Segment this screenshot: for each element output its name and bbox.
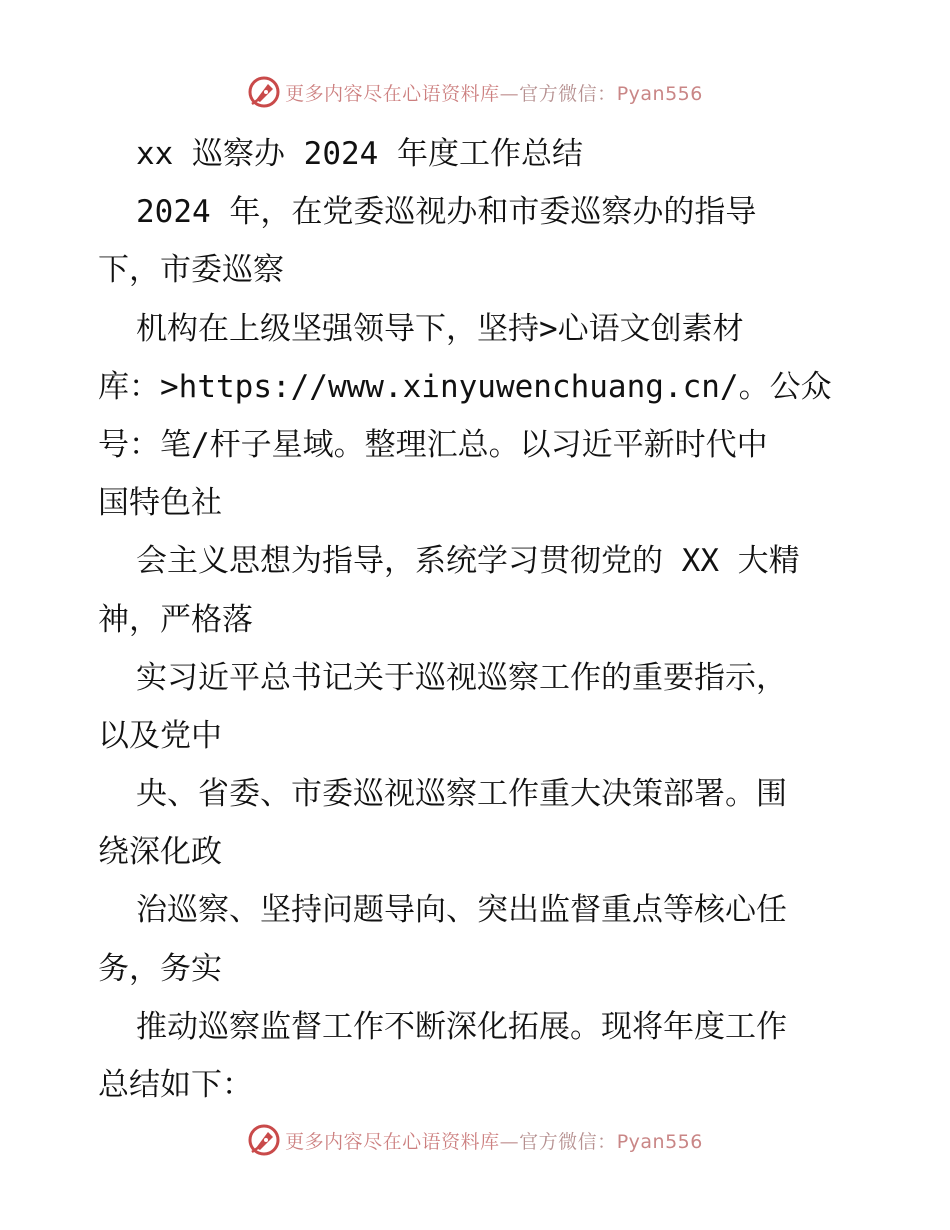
paragraph-line: 务，务实 (98, 950, 222, 987)
watermark-brand: 更多内容尽在心语资料库 (285, 1130, 500, 1153)
watermark-wechat-label: 官方微信： (519, 1130, 617, 1153)
paragraph-line: 总结如下： (98, 1067, 253, 1103)
watermark-wechat-id: Pyan556 (616, 1130, 703, 1153)
paragraph-line: 以及党中 (98, 717, 222, 754)
watermark-wechat-label: 官方微信： (519, 82, 617, 105)
paragraph-line: 治巡察、坚持问题导向、突出监督重点等核心任 (136, 892, 787, 929)
header-watermark-banner (0, 72, 950, 112)
footer-watermark-banner (0, 1120, 950, 1160)
paragraph-line: 绕深化政 (98, 834, 222, 871)
paragraph-line: 神，严格落 (98, 601, 253, 638)
paragraph-line: 会主义思想为指导，系统学习贯彻党的 XX 大精 (136, 543, 800, 580)
watermark-text (285, 1127, 703, 1154)
paragraph-line: 2024 年，在党委巡视办和市委巡察办的指导 (136, 194, 757, 231)
paragraph-line: 国特色社 (98, 485, 222, 522)
paragraph-line: 机构在上级坚强领导下，坚持>心语文创素材 (136, 310, 744, 347)
paragraph-line: 实习近平总书记关于巡视巡察工作的重要指示， (136, 659, 787, 696)
paragraph-line: 下，市委巡察 (98, 252, 284, 289)
document-title: xx 巡察办 2024 年度工作总结 (136, 136, 583, 172)
pen-nib-logo-icon (247, 1123, 281, 1157)
paragraph-line: 号：笔/杆子星域。整理汇总。以习近平新时代中 (98, 426, 768, 463)
watermark-separator: — (499, 1130, 520, 1153)
paragraph-line: 推动巡察监督工作不断深化拓展。现将年度工作 (136, 1008, 787, 1045)
document-body (98, 125, 878, 1114)
watermark-brand: 更多内容尽在心语资料库 (285, 82, 500, 105)
watermark-text (285, 79, 703, 106)
watermark-separator: — (499, 82, 520, 105)
paragraph-line: 库：>https://www.xinyuwenchuang.cn/。公众 (98, 368, 832, 405)
watermark-wechat-id: Pyan556 (616, 82, 703, 105)
paragraph-line: 央、省委、市委巡视巡察工作重大决策部署。围 (136, 776, 787, 813)
pen-nib-logo-icon (247, 75, 281, 109)
